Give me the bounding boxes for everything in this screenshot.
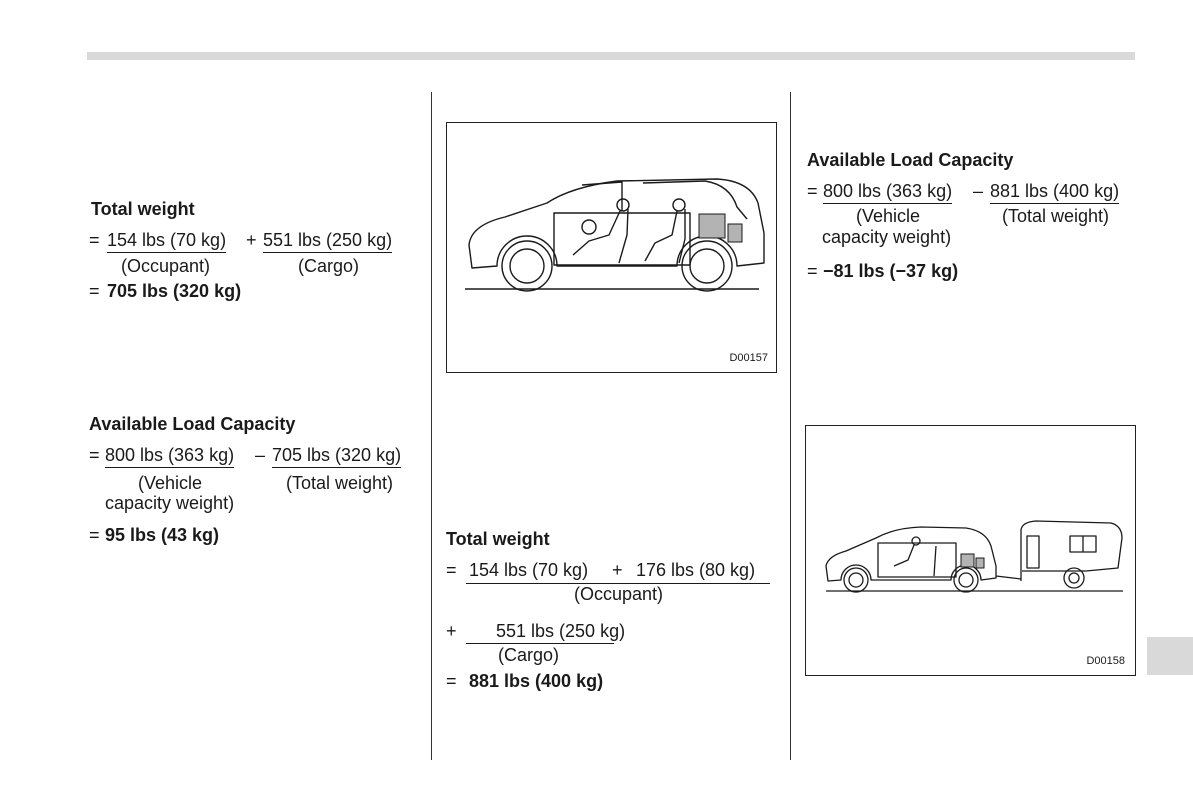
column-divider-right	[790, 92, 791, 760]
trailer-door	[1027, 536, 1039, 568]
vehicle-label-line2: capacity weight)	[822, 227, 952, 247]
driver-body	[894, 545, 914, 566]
plus-sign: +	[246, 230, 257, 250]
cargo-label: (Cargo)	[298, 256, 360, 276]
occupant-weight-value-1: 154 lbs (70 kg)	[469, 560, 589, 580]
cutaway-frame	[878, 543, 956, 577]
equals-sign: =	[807, 261, 818, 281]
rear-wheel-hub	[690, 249, 724, 283]
occupant-weight-value: 154 lbs (70 kg)	[107, 230, 226, 253]
load-capacity-heading: Available Load Capacity	[89, 414, 296, 434]
cargo-box-large	[699, 214, 725, 238]
front-wheel-hub	[510, 249, 544, 283]
section-tab	[1147, 637, 1193, 675]
equals-sign: =	[446, 671, 457, 691]
passenger-head	[673, 199, 685, 211]
steering-wheel	[582, 220, 596, 234]
car-rear-hub	[959, 573, 973, 587]
vehicle-label-line2: capacity weight)	[105, 493, 235, 513]
cargo-box-small	[728, 224, 742, 242]
cargo-weight-value: 551 lbs (250 kg)	[263, 230, 392, 253]
figure-car-trailer	[805, 425, 1136, 676]
load-capacity-result: 95 lbs (43 kg)	[105, 525, 220, 545]
figure-car-occupants	[446, 122, 777, 373]
total-weight-heading: Total weight	[91, 199, 195, 219]
equals-sign: =	[446, 560, 457, 580]
total-weight-heading: Total weight	[446, 529, 550, 549]
top-rule	[87, 52, 1135, 60]
car-rear-wheel	[954, 568, 978, 592]
equals-sign: =	[89, 525, 100, 545]
trailer-body	[1021, 521, 1122, 581]
driver-head	[617, 199, 629, 211]
equals-sign: =	[807, 181, 818, 201]
driver-seat	[619, 209, 628, 263]
occupant-label: (Occupant)	[574, 584, 664, 604]
cargo-box-large	[961, 554, 974, 567]
cutaway-frame	[554, 213, 690, 265]
occupant-weight-value-2: 176 lbs (80 kg)	[636, 560, 756, 580]
vehicle-label: (Vehicle	[856, 206, 921, 226]
car-front-hub	[849, 573, 863, 587]
passenger-body	[645, 211, 677, 261]
plus-sign: +	[446, 621, 457, 641]
equals-sign: =	[89, 230, 100, 250]
driver-body	[573, 211, 620, 255]
driver-head	[912, 537, 920, 545]
car-towing-trailer-illustration	[806, 426, 1135, 675]
car-front-wheel	[844, 568, 868, 592]
equals-sign: =	[89, 445, 100, 465]
load-capacity-result: −81 lbs (−37 kg)	[823, 261, 959, 281]
total-weight-result: 881 lbs (400 kg)	[469, 671, 604, 691]
column-divider-left	[431, 92, 432, 760]
cargo-underline	[466, 643, 614, 644]
figure-id: D00158	[1086, 655, 1125, 667]
load-capacity-heading: Available Load Capacity	[807, 150, 1014, 170]
car-cutaway-illustration	[447, 123, 776, 372]
minus-sign: –	[973, 181, 984, 201]
total-weight-result: 705 lbs (320 kg)	[107, 281, 242, 301]
figure-id: D00157	[729, 352, 768, 364]
total-weight-value: 705 lbs (320 kg)	[272, 445, 401, 468]
total-weight-label: (Total weight)	[1002, 206, 1110, 226]
equals-sign: =	[89, 281, 100, 301]
vehicle-label: (Vehicle	[138, 473, 203, 493]
occupant-label: (Occupant)	[121, 256, 211, 276]
minus-sign: –	[255, 445, 266, 465]
cargo-box-small	[976, 558, 984, 568]
plus-sign: +	[612, 560, 623, 580]
cargo-label: (Cargo)	[498, 645, 560, 665]
trailer-hub	[1069, 573, 1079, 583]
tow-hitch	[996, 576, 1021, 579]
vehicle-capacity-value: 800 lbs (363 kg)	[823, 181, 952, 204]
total-weight-label: (Total weight)	[286, 473, 394, 493]
total-weight-value: 881 lbs (400 kg)	[990, 181, 1119, 204]
vehicle-capacity-value: 800 lbs (363 kg)	[105, 445, 234, 468]
passenger-seat	[934, 546, 936, 576]
cargo-weight-value: 551 lbs (250 kg)	[496, 621, 626, 641]
